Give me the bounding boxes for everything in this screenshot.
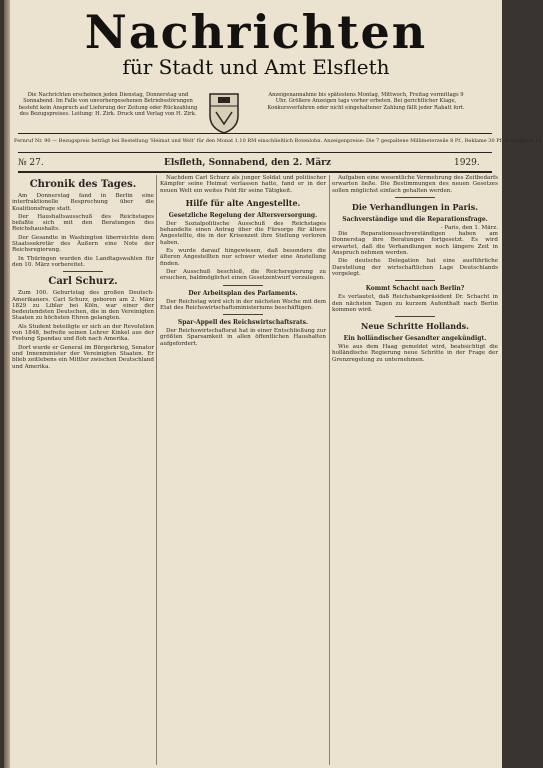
dateline-rule-top — [18, 152, 492, 153]
dateline — [14, 158, 494, 170]
article-heading: Neue Schritte Hollands. — [361, 321, 469, 332]
issue-date: Elsfleth, Sonnabend, den 2. März — [164, 158, 331, 168]
divider — [223, 285, 263, 286]
divider — [395, 316, 435, 317]
article-heading: Chronik des Tages. — [29, 179, 137, 190]
article-paragraph: Aufgaben eine wesentliche Vermehrung des Zeitbedarfs erwarten ließe. Die Bestimmungen des neuen Gesetzes sollen möglichst einfach gehalten werden. — [332, 175, 498, 194]
article-subheading: Gesetzliche Regelung der Altersversorgung. — [168, 211, 318, 219]
divider — [223, 314, 263, 315]
divider — [395, 197, 435, 198]
article-paragraph: In Thüringen wurden die Landtagswahlen für den 10. März vorbereitet. — [12, 255, 154, 268]
column-separator — [156, 175, 157, 765]
issue-year: 1929. — [454, 158, 480, 168]
article-paragraph: Es verlautet, daß Reichsbankpräsident Dr. Schacht in den nächsten Tagen zu kurzem Aufenthalt nach Berlin kommen wird. — [332, 294, 498, 313]
advertising-info: Anzeigenannahme bis spätestens Montag, Mittwoch, Freitag vormittags 9 Uhr. Größere Anzeigen tags vorher erbeten. Bei gerichtlicher Klage, Konkursverfahren oder nicht eingehaltener Zahlung fällt jeder Rabatt fort. — [267, 92, 465, 111]
dateline-rule-bottom — [18, 171, 492, 173]
article-heading: Kommt Schacht nach Berlin? — [365, 285, 465, 293]
article-paragraph: Der Gesandte in Washington überreichte dem Staatssekretär des Äußern eine Note der Reichsregierung. — [12, 234, 154, 254]
newspaper-title: Nachrichten — [84, 5, 428, 59]
column-separator — [329, 175, 330, 765]
article-paragraph: Die Reparationssachverständigen haben am Donnerstag ihre Beratungen fortgesetzt. Es wird erwartet, daß die Verhandlungen noch längere Zeit in Anspruch nehmen werden. — [332, 231, 498, 257]
issue-number: № 27. — [18, 158, 44, 168]
article-paragraph: Dort wurde er General im Bürgerkrieg, Senator und Innenminister der Vereinigten Staaten. Er blieb zeitlebens ein Mittler zwischen Deutschland und Amerika. — [12, 344, 154, 370]
column-2 — [160, 175, 326, 765]
divider — [395, 280, 435, 281]
article-paragraph: Die deutsche Delegation hat eine ausführliche Darstellung der wirtschaftlichen Lage Deutschlands vorgelegt. — [332, 258, 498, 277]
article-subheading: Ein holländischer Gesandter angekündigt. — [343, 335, 487, 343]
article-paragraph: Der Ausschuß beschloß, die Reichsregierung zu ersuchen, baldmöglichst einen Gesetzentwurf vorzulegen. — [160, 268, 326, 282]
masthead — [18, 5, 494, 90]
article-paragraph: Es wurde darauf hingewiesen, daß besonders die älteren Angestellten nur schwer wieder eine Anstellung finden. — [160, 248, 326, 267]
article-heading: Spar-Appell des Reichswirtschaftsrats. — [177, 319, 309, 327]
article-paragraph: Der Sozialpolitische Ausschuß des Reichstages behandelte einen Antrag über die Fürsorge für ältere Angestellte, die in der Krisenzeit ihre Stellung verloren haben. — [160, 220, 326, 246]
divider — [63, 271, 103, 272]
publication-info: Die Nachrichten erscheinen jeden Dienstag, Donnerstag und Sonnabend. Im Falle von unvorhergesehenen Betriebsstörungen besteht kein Anspruch auf Lieferung der Zeitung oder Rückzahlung des Bezugspreises. Leitung: H. Zirk. Druck und Verlag von H. Zirk. — [18, 92, 198, 118]
pricing-line: Fernruf Nr. 90 — Bezugspreis beträgt bei Bestellung 'Heimat und Welt' für den Monat 1.10 RM einschließlich Botenlohn. Anzeigenpreise: Die 7 gespaltene Millimeterzeile 8 Pf., Reklame 30 Pf. Scheckfach 10. — [14, 138, 543, 144]
fernruf: Fernruf Nr. 90 — [14, 138, 51, 144]
article-paragraph: Der Reichswirtschaftsrat hat in einer Entschließung zur größten Sparsamkeit in allen öffentlichen Haushalten aufgefordert. — [160, 328, 326, 347]
pricing-text: Bezugspreis beträgt bei Bestellung 'Heimat und Welt' für den Monat 1.10 RM einschließlich Botenlohn. Anzeigenpreise: Die 7 gespaltene Millimeterzeile 8 Pf., Reklame 30 Pf. — [58, 138, 503, 144]
header-rule — [18, 133, 492, 134]
article-paragraph: Der Haushaltsausschuß des Reichstages befaßte sich mit den Beratungen des Reichshaushalts. — [12, 213, 154, 233]
article-paragraph: Als Student beteiligte er sich an der Revolution von 1848, befreite seinen Lehrer Kinkel aus der Festung Spandau und floh nach Amerika. — [12, 323, 154, 343]
coat-of-arms-icon — [208, 92, 240, 134]
article-paragraph: Nachdem Carl Schurz als junger Soldat und politischer Kämpfer seine Heimat verlassen hatte, fand er in der neuen Welt ein weites Feld für seine Tätigkeit. — [160, 175, 326, 194]
newspaper-subtitle: für Stadt und Amt Elsfleth — [122, 55, 390, 79]
article-heading: Hilfe für alte Angestellte. — [185, 197, 301, 208]
article-heading: Die Verhandlungen in Paris. — [351, 201, 479, 212]
scheckkonto: Scheckfach 10. — [504, 138, 543, 144]
article-paragraph: Der Reichstag wird sich in der nächsten Woche mit dem Etat des Reichswirtschaftsministeriums beschäftigen. — [160, 298, 326, 311]
article-heading: Der Arbeitsplan des Parlaments. — [188, 289, 298, 297]
article-heading: Carl Schurz. — [48, 276, 118, 288]
article-paragraph: Zum 100. Geburtstag des großen Deutsch-Amerikaners. Carl Schurz, geboren am 2. März 1829 zu Liblar bei Köln, war einer der bedeutendsten Deutschen, die in den Vereinigten Staaten zu höchsten Ehren gelangten. — [12, 290, 154, 322]
article-paragraph: Am Donnerstag fand in Berlin eine interfraktionelle Besprechung über die Koalitionsfrage statt. — [12, 193, 154, 212]
column-3 — [332, 175, 498, 765]
page-binding — [4, 0, 10, 768]
column-1 — [12, 175, 154, 765]
article-paragraph: Wie aus dem Haag gemeldet wird, beabsichtigt die holländische Regierung neue Schritte in der Frage der Grenzregelung zu unternehmen. — [332, 344, 498, 363]
article-dateline: - Paris, den 1. März. — [440, 224, 498, 231]
article-subheading: Sachverständige und die Reparationsfrage. — [342, 215, 488, 223]
newspaper-page — [4, 0, 543, 768]
